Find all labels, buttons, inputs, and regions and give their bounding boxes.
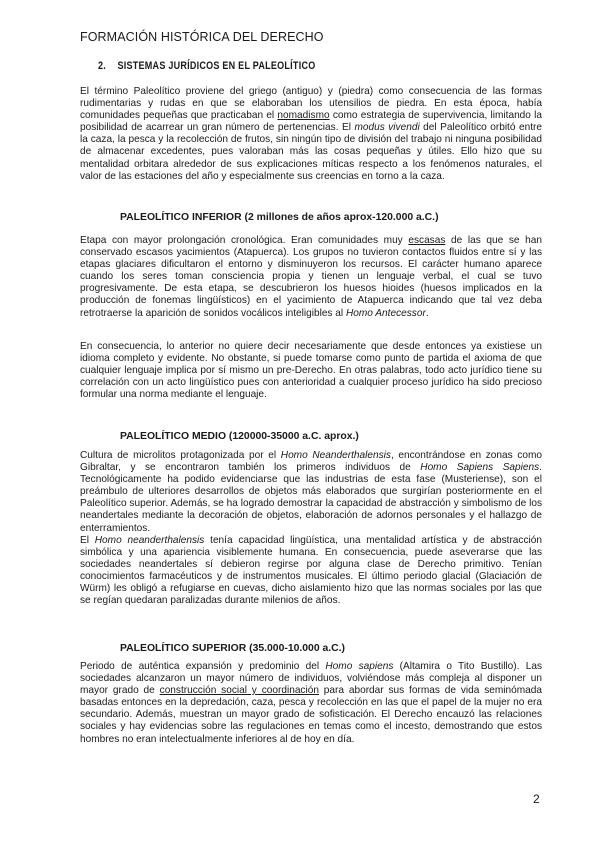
intro-text-1: El término Paleolítico proviene del griego (antiguo) y (piedra) como consecuencia de las formas rudimentarias y rudas en que se elaboraban los utensilios de piedra. En esta época, había comunidades pequeñas que practicaban el bbox=[80, 86, 542, 122]
heading-paleolitico-inferior: PALEOLÍTICO INFERIOR (2 millones de años aprox-120.000 a.C.) bbox=[120, 212, 439, 223]
superior-text-1: Periodo de auténtica expansión y predominio del bbox=[80, 661, 326, 672]
superior-text-3: para abordar sus formas de vida seminómada basadas entonces en la depredación, caza, pesca y recolección en las que el papel de la mujer no era secundario. Además, muestran un mayor grado de sofisticación. El Derecho encauzó las relaciones sociales y hay evidencias sobre las regulaciones en temas como el incesto, demostrando que estos hombres no eran intelectualmente inferiores al de hoy en día. bbox=[80, 685, 542, 745]
term-homo-neanderthalensis: Homo Neanderthalensis bbox=[280, 450, 391, 461]
medio-text-4: El bbox=[80, 534, 95, 546]
inferior-text-2: de las que se han conservado escasos yacimientos (Atapuerca). Los grupos no tuvieron contactos fluidos entre sí y las etapas glaciares dificultaron el entorno y disminuyeron los recursos. El carácter humano aparece cuando los seres toman consciencia propia y tienen un lenguaje verbal, el cual se tuvo progresivamente. De esta etapa, se descubrieron los huesos hioides (huesos implicados en la producción de fonemas lingüísticos) en el yacimiento de Atapuerca indicando que tal vez deba retrotraerse la aparición de sonidos vocálicos inteligibles al bbox=[80, 235, 542, 319]
term-nomadismo: nomadismo bbox=[277, 110, 330, 122]
term-construccion-social: construcción social y coordinación bbox=[159, 685, 319, 697]
inferior-paragraph-2: En consecuencia, lo anterior no quiere decir necesariamente que desde entonces ya existiese un idioma completo y evidente. No obstante, si puede tomarse como punto de partida el axioma de que cualquier lenguaje implica por sí mismo un pre-Derecho. En otras palabras, todo acto jurídico tiene su correlación con un acto lingüístico pues con anterioridad a cualquier proceso jurídico ha sido precioso formular una norma mediante el lenguaje. bbox=[80, 341, 542, 401]
medio-text-3: . Tecnológicamente ha podido evidenciarse que las industrias de esta fase (Musteriense), son el preámbulo de ulteriores desarrollos de objetos más elaborados que surgirían posteriormente en el Paleolítico superior. Además, se ha logrado demostrar la capacidad de abstracción y simbolismo de los neandertales mediante la decoración de objetos, elaboración de adornos personales y el hallazgo de enterramientos. bbox=[80, 462, 542, 534]
section-title bbox=[98, 60, 315, 72]
intro-paragraph bbox=[80, 86, 542, 183]
term-homo-sapiens-sapiens: Homo Sapiens Sapiens bbox=[420, 462, 540, 474]
page-number: 2 bbox=[533, 792, 540, 806]
intro-text-2: como estrategia de supervivencia, limitando la posibilidad de acarrear un gran número de pertenencias. El bbox=[80, 110, 542, 134]
term-homo-antecessor: Homo Antecessor bbox=[345, 307, 426, 319]
superior-paragraph bbox=[80, 661, 542, 746]
inferior-text-3: . bbox=[425, 307, 429, 319]
medio-text-1: Cultura de microlitos protagonizada por el bbox=[80, 450, 281, 461]
term-escasas: escasas bbox=[408, 235, 446, 246]
term-homo-sapiens: Homo sapiens bbox=[325, 661, 394, 672]
intro-text-3: del Paleolítico orbitó entre la caza, la pesca y la recolección de frutos, sin ningún tipo de división del trabajo ni ninguna posibilidad de almacenar excedentes, pues valoraban más las cosas pequeñas y útiles. Ello hizo que su mentalidad orbitara alrededor de sus explicaciones míticas respecto a los fenómenos naturales, el valor de las estaciones del año y especialmente sus creencias en torno a la caza. bbox=[80, 122, 542, 182]
medio-paragraph bbox=[80, 450, 542, 607]
superior-text-2: (Altamira o Tito Bustillo). Las sociedades alcanzaron un mayor número de individuos, volviéndose más compleja al disponer un mayor grado de bbox=[80, 661, 543, 697]
medio-text-5: tenía capacidad lingüística, una mentalidad artística y de abstracción simbólica y una apariencia visiblemente humana. En consecuencia, puede aseverarse que las sociedades neandertales sí debieron regirse por alguna clase de Derecho primitivo. Tenían conocimientos farmacéuticos y de instrumentos musicales. El último periodo glacial (Glaciación de Würm) les obligó a refugiarse en cuevas, dicho aislamiento hizo que las normas sociales por las que se regían quedaran paralizadas durante milenios de años. bbox=[80, 534, 542, 607]
heading-paleolitico-medio: PALEOLÍTICO MEDIO (120000-35000 a.C. aprox.) bbox=[120, 431, 359, 442]
heading-paleolitico-superior: PALEOLÍTICO SUPERIOR (35.000-10.000 a.C.) bbox=[120, 643, 346, 654]
term-homo-neanderthalensis-2: Homo neanderthalensis bbox=[94, 534, 205, 546]
section-title-text: SISTEMAS JURÍDICOS EN EL PALEOLÍTICO bbox=[117, 60, 316, 72]
inferior-text-1: Etapa con mayor prolongación cronológica. Eran comunidades muy bbox=[80, 235, 409, 246]
running-header: FORMACIÓN HISTÓRICA DEL DERECHO bbox=[80, 30, 324, 44]
section-number: 2. bbox=[98, 60, 107, 72]
inferior-paragraph-1 bbox=[80, 235, 542, 320]
medio-text-2: , encontrándose en zonas como Gibraltar, y se encontraron también los primeros individuos de bbox=[80, 450, 543, 474]
term-modus-vivendi: modus vivendi bbox=[354, 122, 420, 134]
